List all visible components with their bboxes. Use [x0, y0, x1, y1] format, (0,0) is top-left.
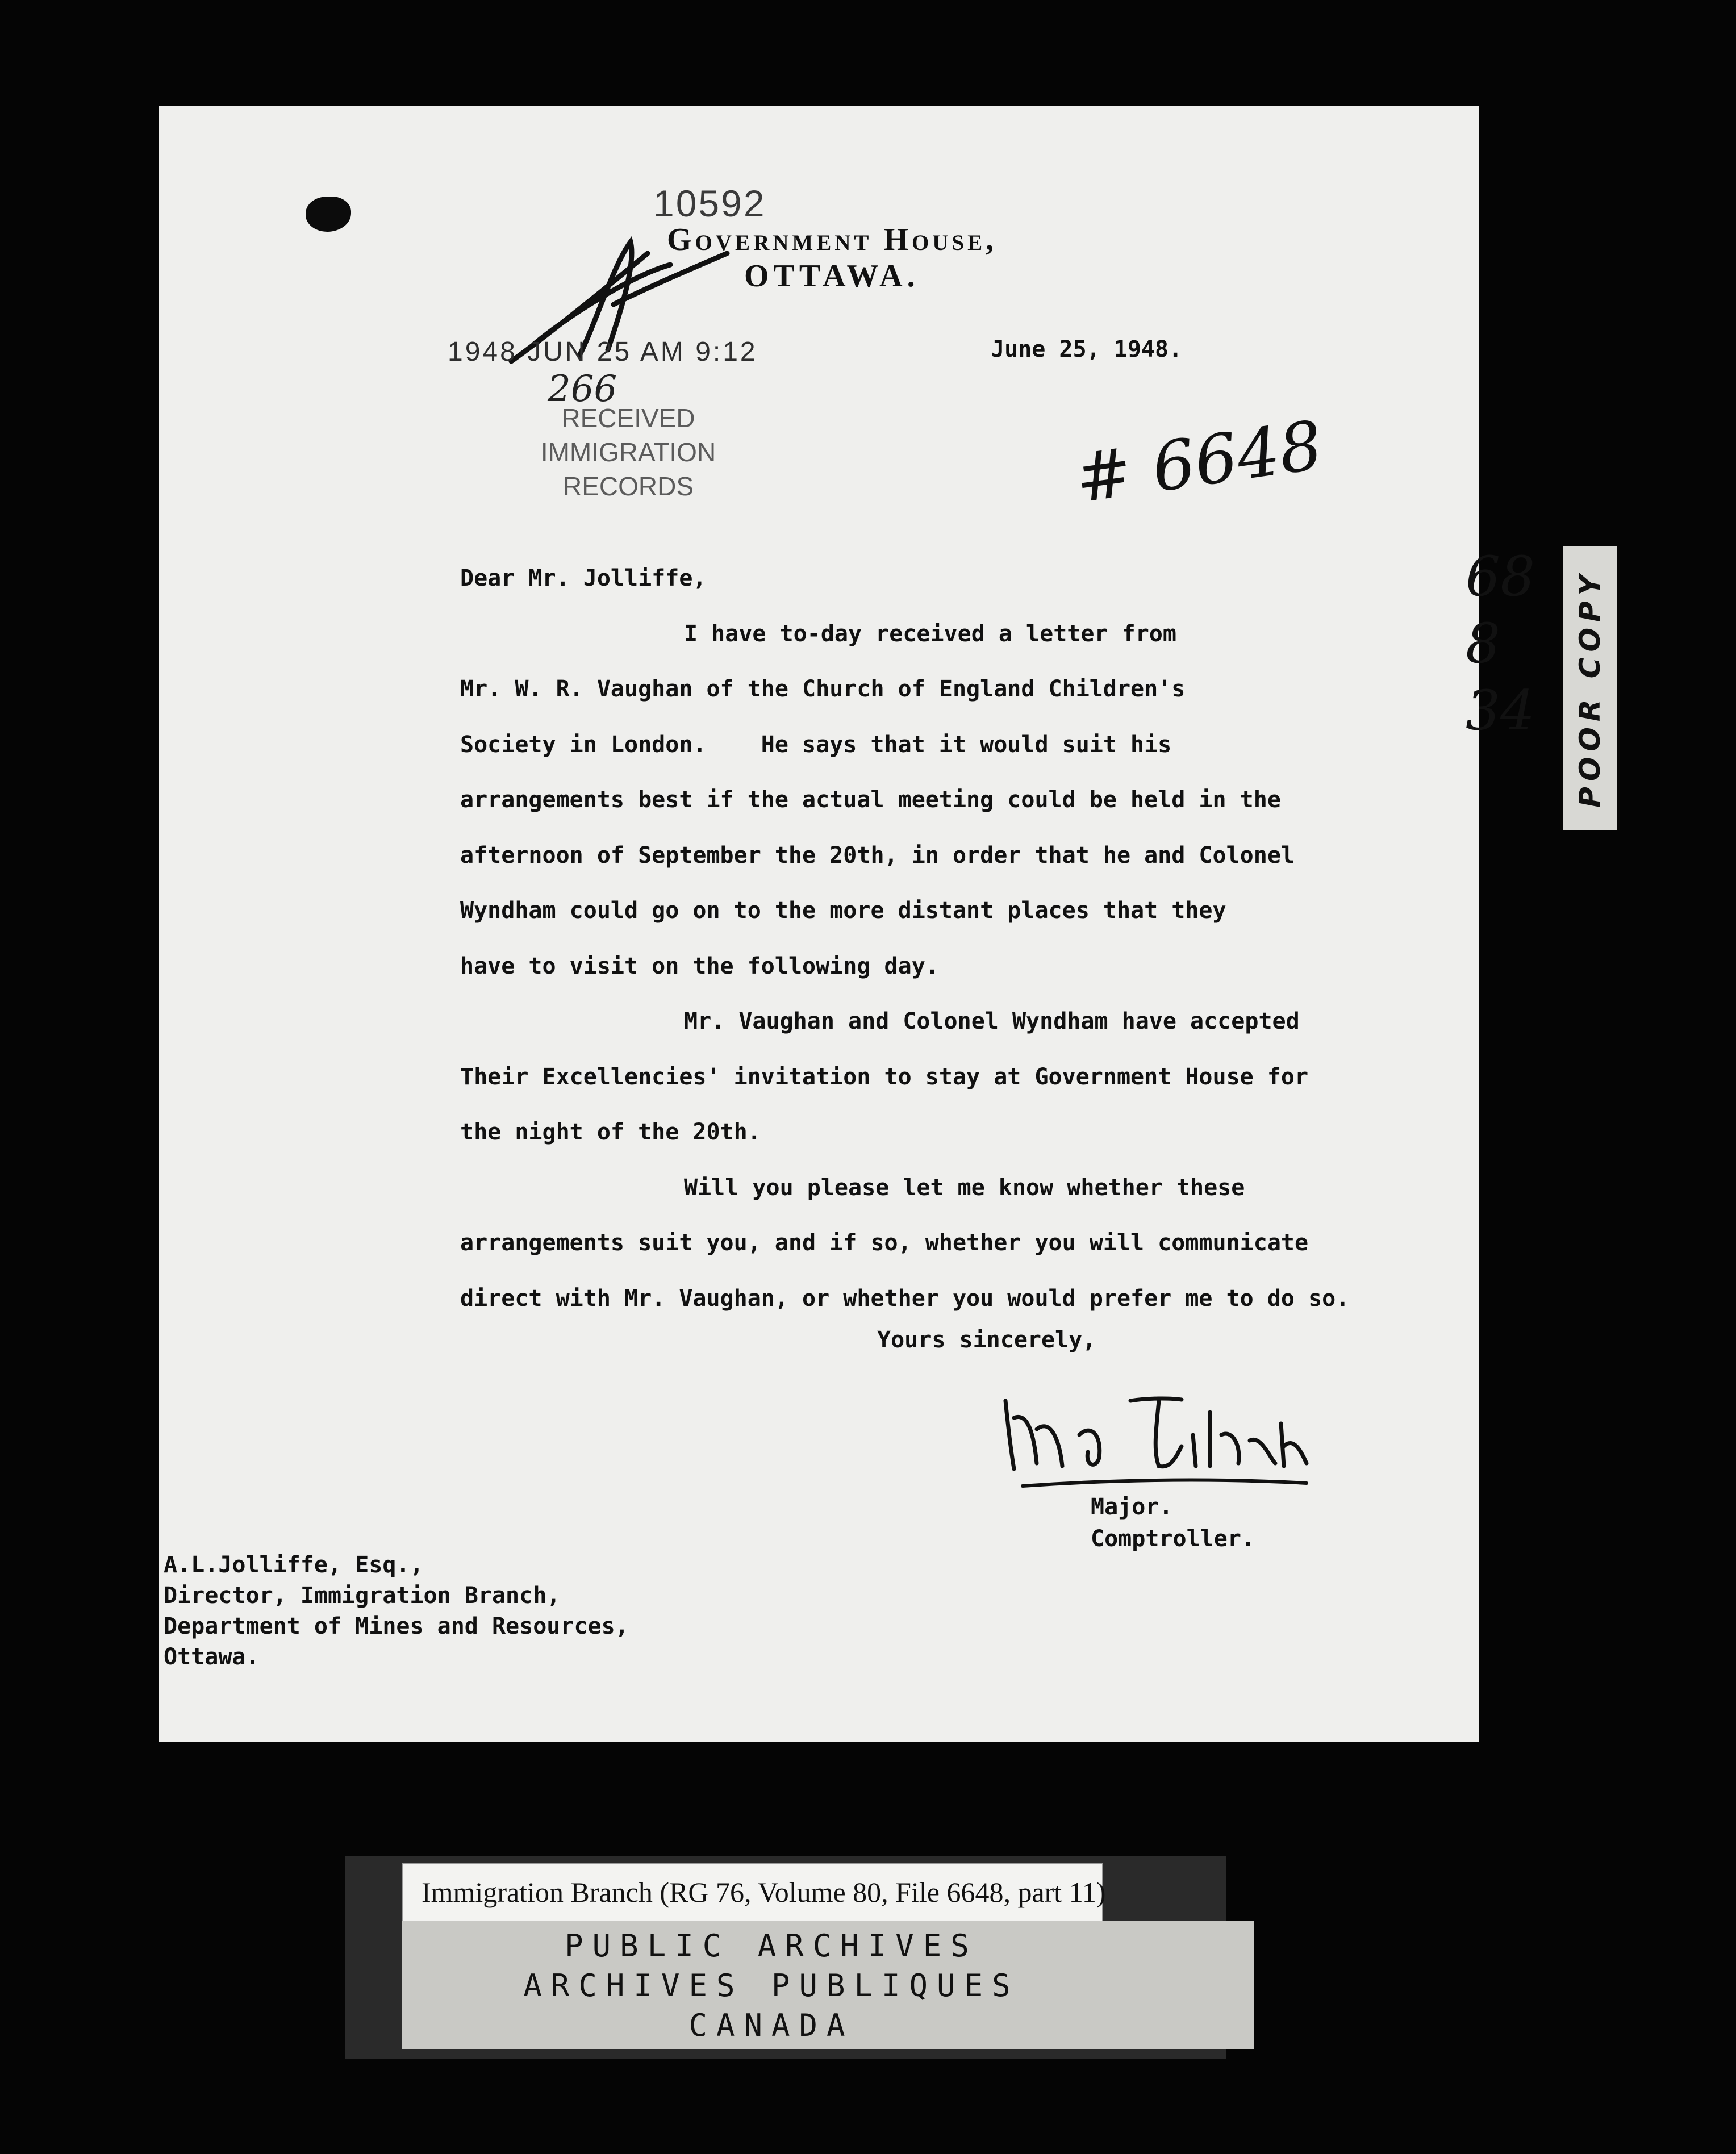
signer-title: Comptroller.: [1091, 1526, 1255, 1552]
margin-annotations: [1466, 543, 1535, 744]
archive-reference: Immigration Branch (RG 76, Volume 80, File 6648, part 11): [422, 1876, 1106, 1908]
body-line: afternoon of September the 20th, in order that he and Colonel: [460, 842, 1295, 869]
archive-reference-strip: [402, 1863, 1106, 1922]
closing: Yours sincerely,: [877, 1327, 1096, 1353]
body-line: Wyndham could go on to the more distant places that they: [460, 898, 1226, 924]
signer-rank: Major.: [1091, 1494, 1173, 1520]
margin-note: 8: [1466, 612, 1501, 675]
poor-copy-label: POOR COPY: [1574, 569, 1606, 808]
body-line: Will you please let me know whether these: [684, 1174, 1245, 1201]
margin-note: 34: [1466, 679, 1535, 742]
body-line: arrangements suit you, and if so, whether you will communicate: [460, 1230, 1309, 1256]
address-line: Ottawa.: [164, 1644, 260, 1670]
salutation: Dear Mr. Jolliffe,: [460, 565, 707, 591]
address-line: Director, Immigration Branch,: [164, 1583, 561, 1609]
body-line: Society in London. He says that it would suit his: [460, 731, 1172, 758]
recipient-address: [164, 1550, 629, 1672]
file-number: 10592: [653, 182, 766, 224]
signature: [988, 1367, 1329, 1503]
letterhead-ottawa: OTTAWA.: [744, 258, 920, 294]
body-line: have to visit on the following day.: [460, 953, 939, 979]
archive-line-publiques: ARCHIVES PUBLIQUES: [523, 1968, 1020, 2003]
body-line: Mr. W. R. Vaughan of the Church of England Children's: [460, 676, 1186, 702]
archive-line-canada: CANADA: [688, 2007, 854, 2043]
address-line: A.L.Jolliffe, Esq.,: [164, 1552, 424, 1578]
received-stamp: [532, 401, 725, 503]
stamp-line: IMMIGRATION: [540, 437, 716, 467]
letter-body: [460, 551, 1397, 1326]
body-line: direct with Mr. Vaughan, or whether you would prefer me to do so.: [460, 1285, 1350, 1312]
letter-page: [159, 106, 1535, 1742]
body-line: I have to-day received a letter from: [684, 620, 1176, 647]
address-line: Department of Mines and Resources,: [164, 1613, 629, 1639]
archive-label: [345, 1856, 1226, 2059]
margin-note: 68: [1466, 545, 1535, 608]
archive-line-public: PUBLIC ARCHIVES: [565, 1928, 978, 1964]
body-line: Their Excellencies' invitation to stay at Government House for: [460, 1063, 1309, 1090]
letterhead-government-house: Government House,: [667, 222, 998, 257]
handwritten-file-reference: # 6648: [1070, 406, 1328, 518]
stamp-line: RECORDS: [562, 471, 694, 501]
archive-card: [402, 1921, 1254, 2049]
body-line: arrangements best if the actual meeting could be held in the: [460, 787, 1281, 813]
handwritten-266: 266: [548, 368, 617, 410]
ink-blot: [306, 197, 351, 232]
received-time-stamp: 1948 JUN 25 AM 9:12: [448, 337, 758, 367]
poor-copy-tab: [1563, 546, 1617, 830]
body-line: Mr. Vaughan and Colonel Wyndham have accepted: [684, 1008, 1300, 1034]
letter-date: June 25, 1948.: [991, 336, 1183, 362]
body-line: the night of the 20th.: [460, 1119, 761, 1145]
stamp-line: RECEIVED: [561, 403, 695, 433]
